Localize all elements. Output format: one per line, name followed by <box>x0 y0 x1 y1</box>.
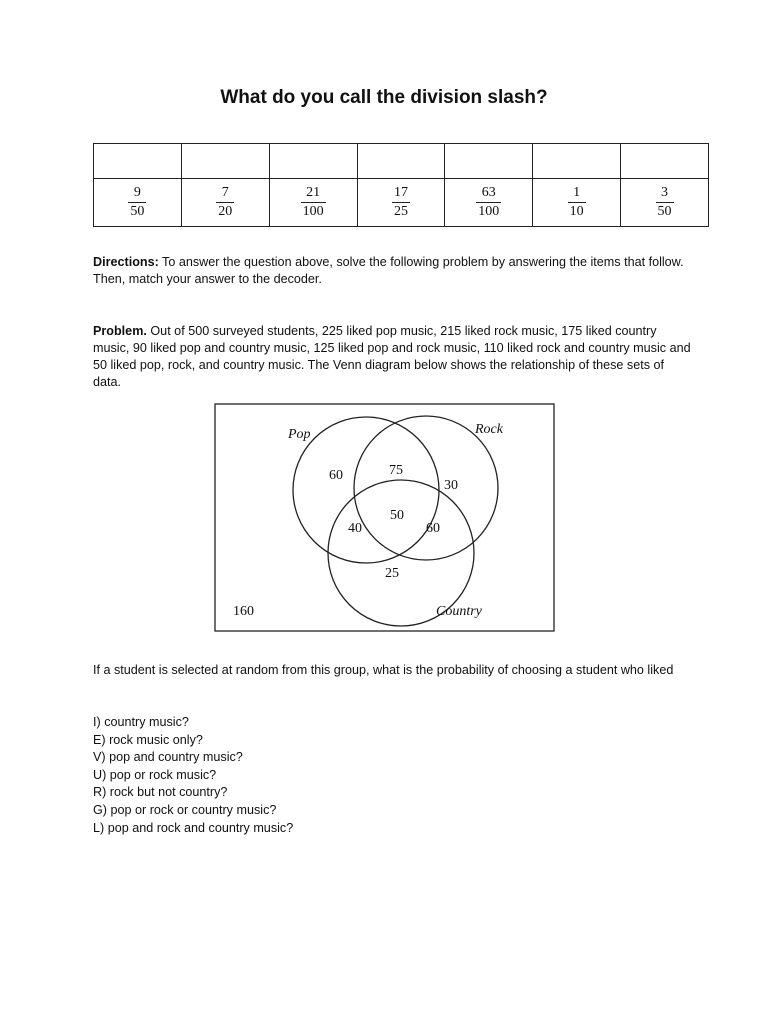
decoder-fraction-cell <box>621 179 709 227</box>
problem-label: Problem. <box>93 324 147 338</box>
venn-diagram <box>214 403 555 632</box>
decoder-answer-cell <box>621 144 709 179</box>
fraction-denominator: 100 <box>478 204 500 219</box>
decoder-fraction-cell <box>445 179 533 227</box>
region-rock-country: 60 <box>426 521 440 536</box>
directions-label: Directions: <box>93 255 159 269</box>
question-paragraph: If a student is selected at random from this group, what is the probability of choosing a student who liked <box>93 663 674 677</box>
region-pop-rock: 75 <box>389 463 403 478</box>
fraction-denominator: 100 <box>302 204 324 219</box>
decoder-answer-cell <box>94 144 182 179</box>
region-pop-country: 40 <box>348 521 362 536</box>
fraction-numerator: 1 <box>568 185 586 203</box>
decoder-answer-cell <box>533 144 621 179</box>
fraction-numerator: 9 <box>128 185 146 203</box>
fraction-denominator: 50 <box>657 204 672 219</box>
fraction-numerator: 63 <box>476 185 501 203</box>
decoder-fraction-cell <box>181 179 269 227</box>
page-title: What do you call the division slash? <box>220 87 548 108</box>
rock-label: Rock <box>475 422 503 437</box>
fraction <box>301 185 326 220</box>
list-item: G) pop or rock or country music? <box>93 802 277 817</box>
region-rock-only: 30 <box>444 478 458 493</box>
fraction <box>476 185 501 220</box>
decoder-answer-cell <box>357 144 445 179</box>
fraction-denominator: 25 <box>393 204 408 219</box>
list-item: I) country music? <box>93 715 189 729</box>
question-items-list <box>93 714 293 837</box>
region-outside: 160 <box>233 604 254 619</box>
list-item: E) rock music only? <box>93 732 203 747</box>
problem-paragraph <box>93 323 693 391</box>
decoder-answer-cell <box>181 144 269 179</box>
fraction <box>656 185 674 220</box>
country-label: Country <box>436 604 482 619</box>
fraction-numerator: 17 <box>392 185 410 203</box>
fraction <box>392 185 410 220</box>
directions-paragraph <box>93 254 693 288</box>
fraction-denominator: 10 <box>569 204 584 219</box>
list-item: R) rock but not country? <box>93 785 228 800</box>
decoder-fraction-cell <box>94 179 182 227</box>
fraction-numerator: 7 <box>216 185 234 203</box>
decoder-fraction-cell <box>269 179 357 227</box>
list-item: V) pop and country music? <box>93 750 243 765</box>
problem-text: Out of 500 surveyed students, 225 liked pop music, 215 liked rock music, 175 liked country music, 90 liked pop and country music, 125 liked pop and rock music, 110 liked rock and country music and 50 liked pop, rock, and country music. The Venn diagram below shows the relationship of these sets of data. <box>93 324 691 389</box>
decoder-answer-row <box>94 144 709 179</box>
region-all-three: 50 <box>390 508 404 523</box>
region-pop-only: 60 <box>329 468 343 483</box>
list-item: L) pop and rock and country music? <box>93 820 294 835</box>
fraction <box>568 185 586 220</box>
decoder-fraction-cell <box>533 179 621 227</box>
fraction-numerator: 3 <box>656 185 674 203</box>
region-country-only: 25 <box>385 566 399 581</box>
decoder-answer-cell <box>269 144 357 179</box>
decoder-fraction-cell <box>357 179 445 227</box>
pop-label: Pop <box>288 427 311 442</box>
list-item: U) pop or rock music? <box>93 767 217 782</box>
fraction <box>128 185 146 220</box>
decoder-table <box>93 143 709 227</box>
fraction-numerator: 21 <box>301 185 326 203</box>
universal-set-box <box>215 404 554 631</box>
decoder-answer-cell <box>445 144 533 179</box>
fraction-denominator: 20 <box>218 204 233 219</box>
fraction-denominator: 50 <box>130 204 145 219</box>
decoder-fraction-row <box>94 179 709 227</box>
directions-text: To answer the question above, solve the following problem by answering the items that follow. Then, match your answer to the decoder. <box>93 255 684 286</box>
fraction <box>216 185 234 220</box>
